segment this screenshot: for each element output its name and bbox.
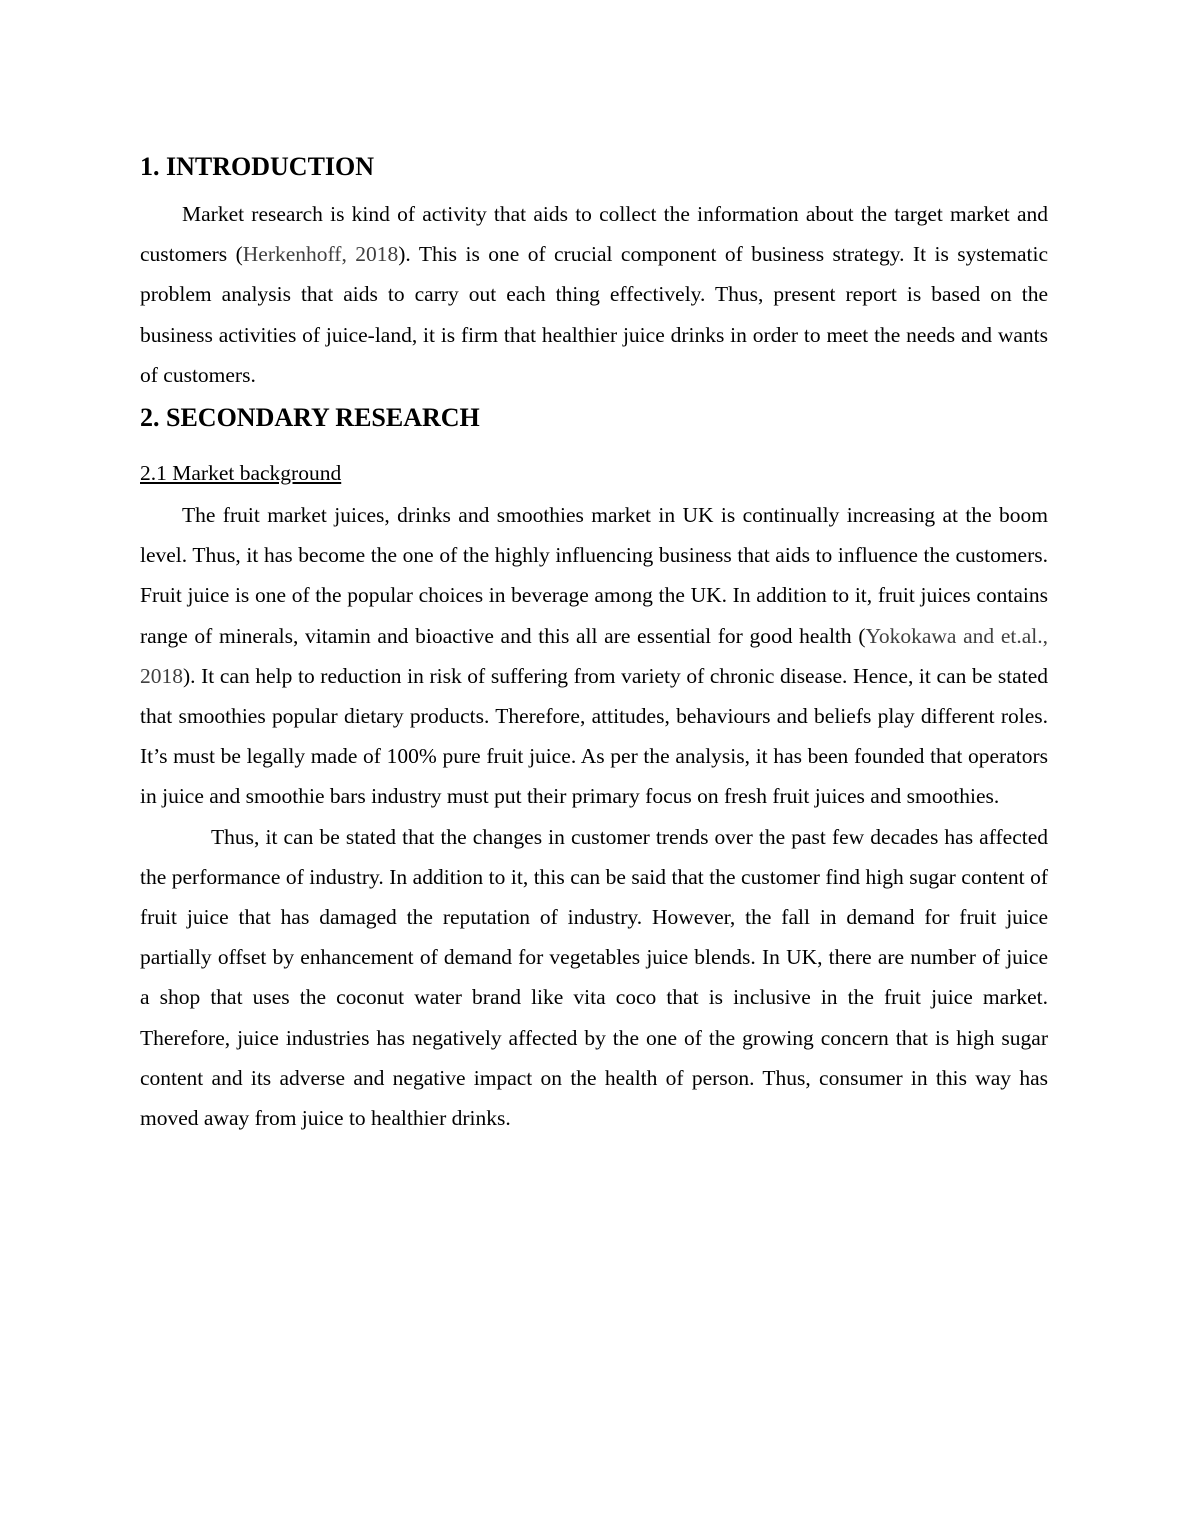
market-background-paragraph-1 [140, 495, 1048, 817]
paragraph-text: The fruit market juices, drinks and smoothies market in UK is continually increasing at the boom level. Thus, it has become the one of the highly influencing business that aids to influence the customers. Fruit juice is one of the popular choices in beverage among the UK. In addition to it, fruit juices contains range of minerals, vitamin and bioactive and this all are essential for good health ( [140, 503, 1048, 648]
paragraph-text: ). This is one of crucial component of business strategy. It is systematic problem analysis that aids to carry out each thing effectively. Thus, present report is based on the business activities of juice-land, it is firm that healthier juice drinks in order to meet the needs and wants of customers. [140, 242, 1048, 387]
secondary-research-heading: 2. SECONDARY RESEARCH [140, 403, 480, 433]
paragraph-text: ). It can help to reduction in risk of suffering from variety of chronic disease. Hence, it can be stated that smoothies popular dietary products. Therefore, attitudes, behaviours and beliefs play different roles. It’s must be legally made of 100% pure fruit juice. As per the analysis, it has been founded that operators in juice and smoothie bars industry must put their primary focus on fresh fruit juices and smoothies. [140, 663, 1048, 809]
market-background-paragraph-2: Thus, it can be stated that the changes in customer trends over the past few decades has affected the performance of industry. In addition to it, this can be said that the customer find high sugar content of fruit juice that has damaged the reputation of industry. However, the fall in demand for fruit juice partially offset by enhancement of demand for vegetables juice blends. In UK, there are number of juice a shop that uses the coconut water brand like vita coco that is inclusive in the fruit juice market. Therefore, juice industries has negatively affected by the one of the growing concern that is high sugar content and its adverse and negative impact on the health of person. Thus, consumer in this way has moved away from juice to healthier drinks. [140, 824, 1048, 1131]
introduction-paragraph [140, 194, 1048, 395]
citation: Yokokawa and et.al., 2018 [140, 623, 1048, 688]
introduction-heading: 1. INTRODUCTION [140, 152, 375, 181]
citation: Herkenhoff, 2018 [242, 242, 399, 267]
paragraph-text: Market research is kind of activity that aids to collect the information about the target market and customers ( [140, 202, 1048, 267]
document-page [140, 150, 1048, 1138]
market-background-subheading: 2.1 Market background [140, 461, 342, 486]
